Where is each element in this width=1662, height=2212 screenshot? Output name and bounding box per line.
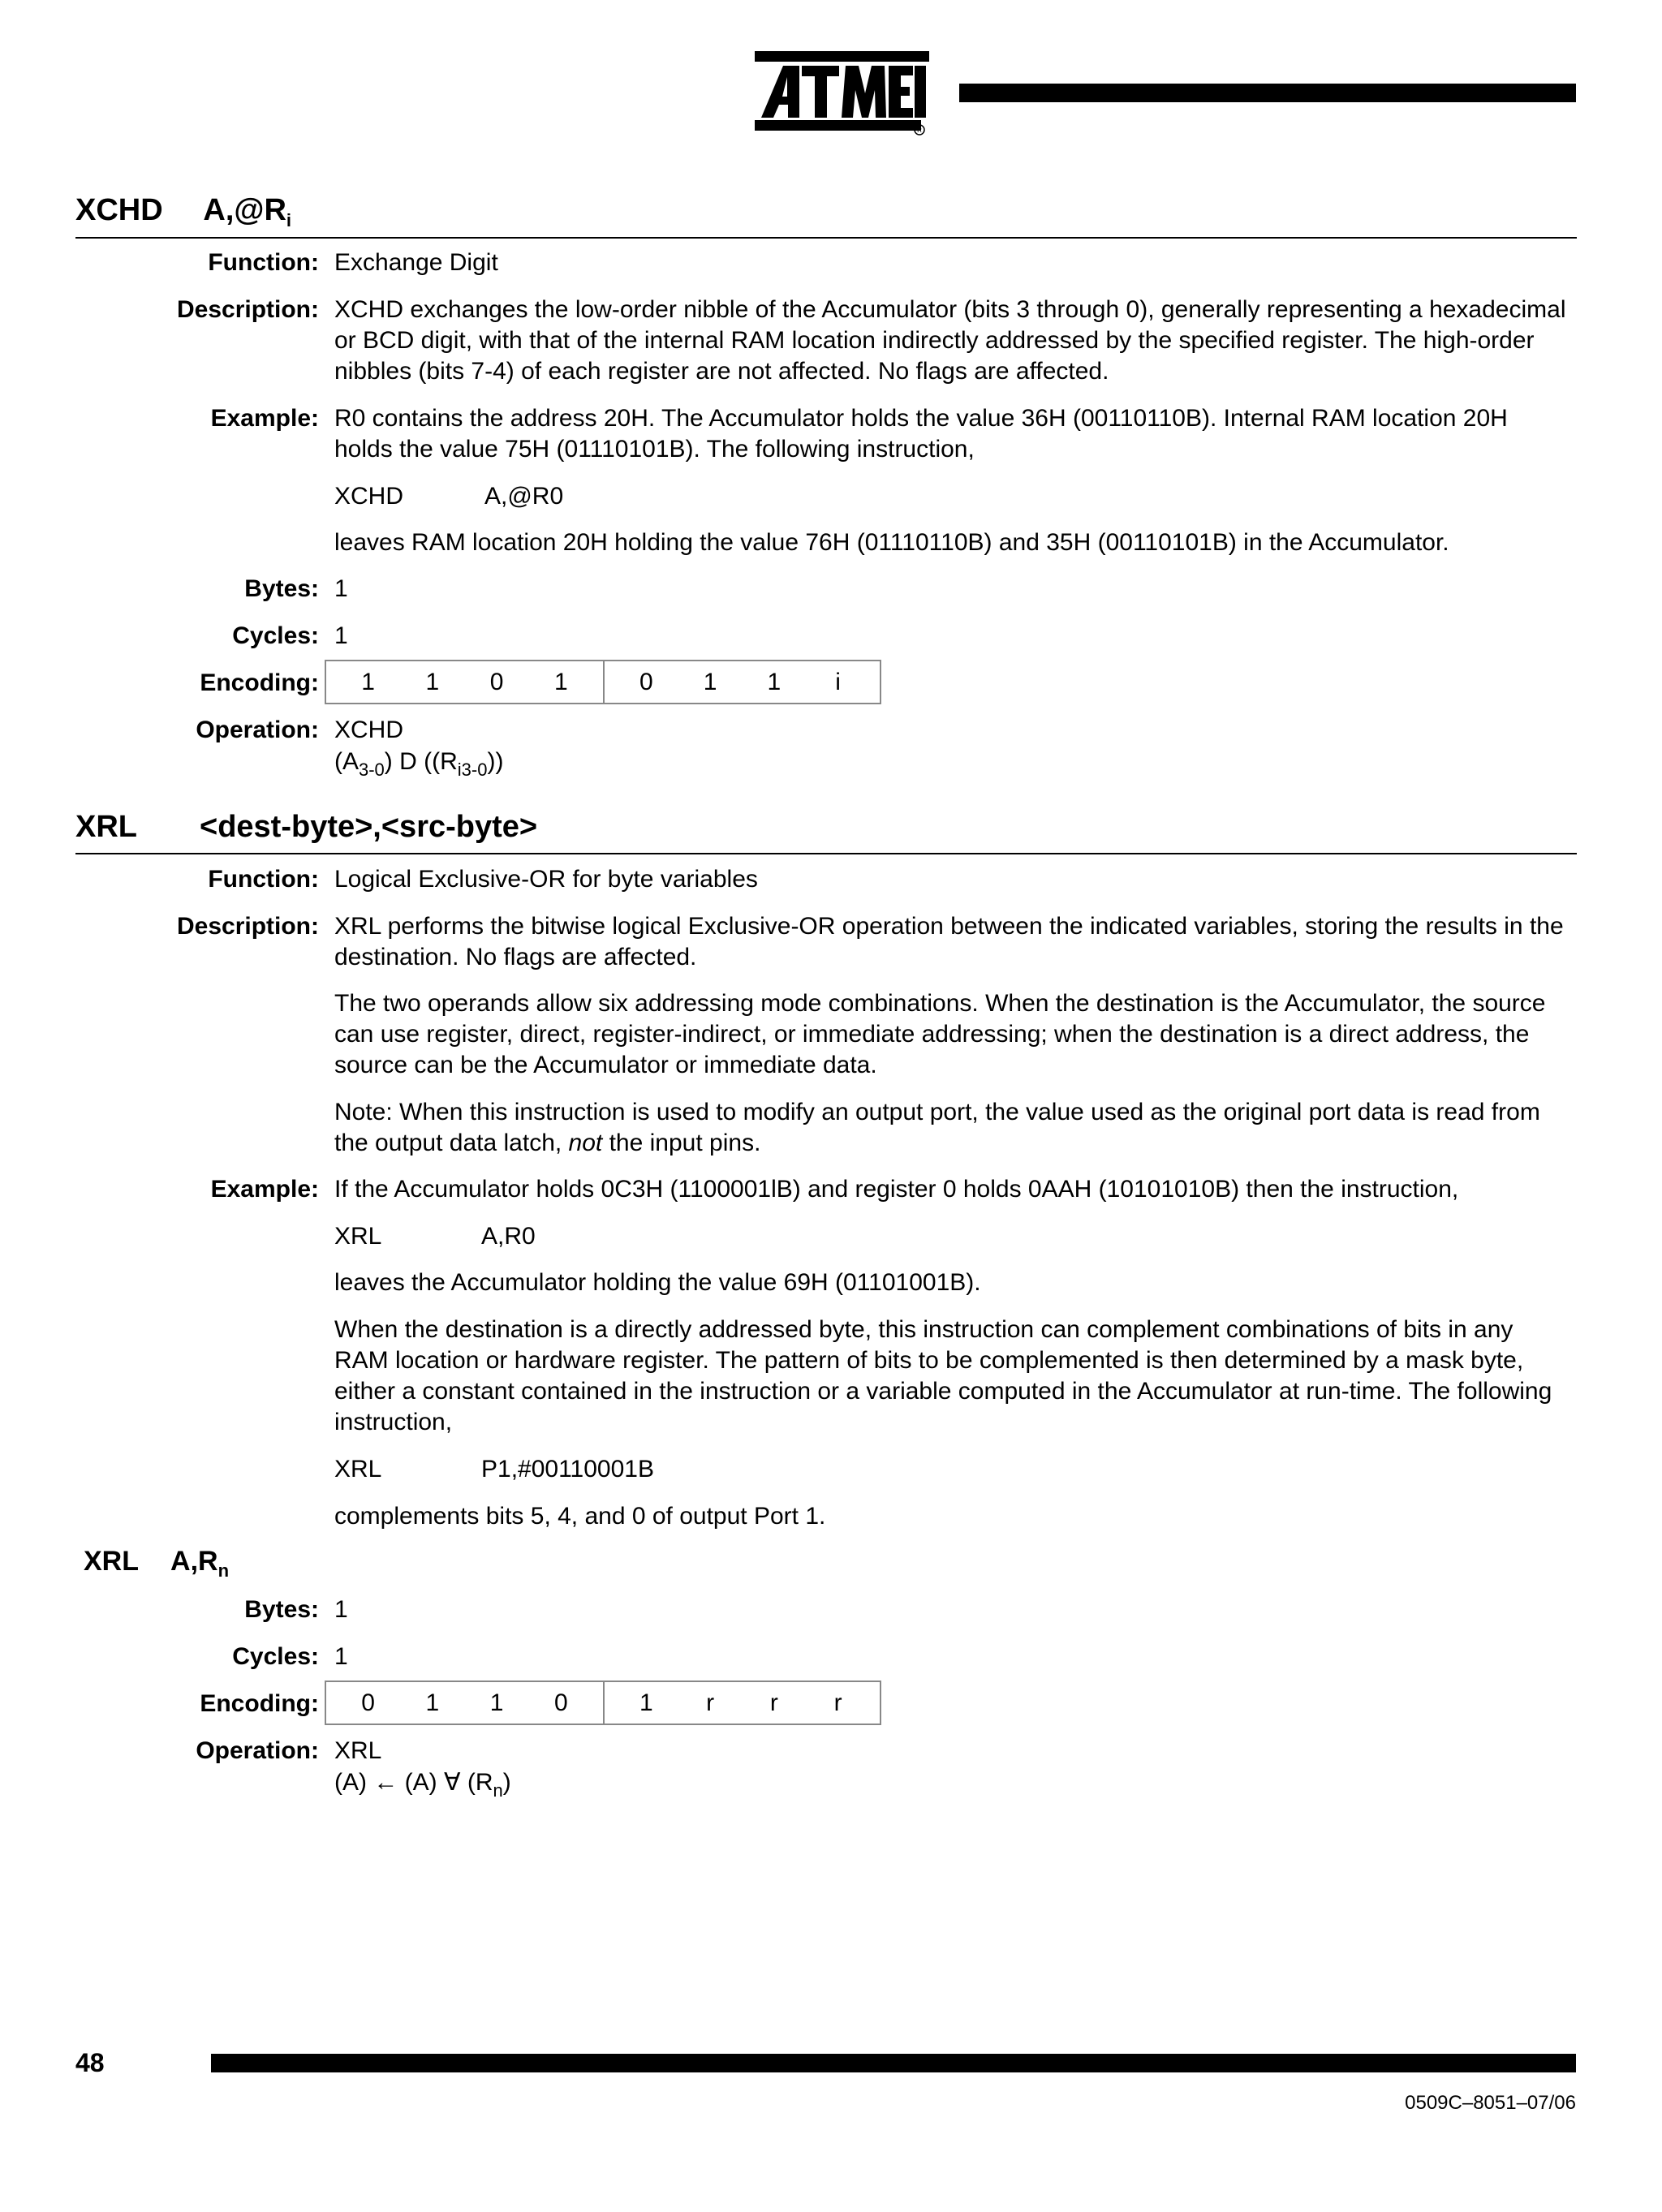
xchd-cycles-label: Cycles: — [232, 622, 319, 649]
document-id: 0509C–8051–07/06 — [1405, 2092, 1576, 2114]
op-part: (A) ← (A) ∀ (R — [334, 1769, 493, 1796]
encoding-bit: r — [706, 1689, 715, 1716]
encoding-low-nibble — [603, 1682, 880, 1724]
xrl-heading — [75, 809, 538, 845]
xrl-example-2: leaves the Accumulator holding the value 69H (01101001B). — [334, 1269, 981, 1296]
xchd-operands-sub: i — [286, 210, 292, 230]
xchd-heading — [75, 192, 291, 228]
xrl-description-label: Description: — [176, 913, 319, 940]
xrl-code1-args: A,R0 — [481, 1223, 536, 1250]
xchd-encoding-label: Encoding: — [200, 669, 319, 696]
encoding-bit: 1 — [554, 668, 568, 695]
xrl-rule — [75, 853, 1577, 854]
xrl-arn-heading — [84, 1543, 229, 1579]
xchd-operands: A,@R — [203, 193, 286, 227]
encoding-bit: 1 — [489, 1689, 504, 1716]
xrl-code2-args: P1,#00110001B — [481, 1456, 654, 1483]
xrl-example-label: Example: — [210, 1176, 319, 1203]
xrl-code1-op: XRL — [334, 1223, 382, 1250]
xchd-function-label: Function: — [208, 249, 319, 276]
xrl-arn-cycles: 1 — [334, 1643, 348, 1670]
xrl-example-3: When the destination is a directly addressed byte, this instruction can complement combinations of bits in any RAM location or hardware register. The pattern of bits to be complemented is then determined by a mask byte, either a constant contained in the instruction or a variable computed in the Accumulator at run-time. The following instruction, — [334, 1316, 1552, 1435]
xchd-bytes-label: Bytes: — [244, 575, 319, 602]
xchd-mnemonic: XCHD — [75, 193, 163, 227]
xrl-arn-bytes: 1 — [334, 1596, 348, 1623]
xchd-example-result: leaves RAM location 20H holding the value 76H (01110110B) and 35H (00110101B) in the Accumulator. — [334, 529, 1449, 556]
atmel-logo — [755, 51, 929, 136]
op-part: (A — [334, 748, 359, 775]
xrl-example-1: If the Accumulator holds 0C3H (1100001lB) and register 0 holds 0AAH (10101010B) then the instruction, — [334, 1176, 1459, 1203]
xrl-description-2: The two operands allow six addressing mode combinations. When the destination is the Accumulator, the source can use register, direct, register-indirect, or immediate addressing; when the destination is a direct address, the source can be the Accumulator or immediate data. — [334, 990, 1546, 1078]
xrl-note — [334, 1097, 1568, 1159]
xrl-function-label: Function: — [208, 866, 319, 893]
xchd-operation-name: XCHD — [334, 717, 404, 743]
op-part: )) — [487, 748, 504, 775]
encoding-bit: 0 — [361, 1689, 375, 1716]
encoding-bit: 0 — [489, 668, 504, 695]
encoding-bit: 1 — [703, 668, 717, 695]
xrl-code2-op: XRL — [334, 1456, 382, 1483]
op-sub: i3-0 — [457, 760, 488, 780]
xchd-bytes: 1 — [334, 575, 348, 602]
xchd-encoding-table — [325, 660, 881, 704]
op-sub: 3-0 — [359, 760, 385, 780]
encoding-high-nibble — [326, 661, 603, 703]
page-number: 48 — [75, 2048, 105, 2077]
encoding-high-nibble — [326, 1682, 603, 1724]
encoding-bit: 0 — [639, 668, 653, 695]
xrl-function: Logical Exclusive-OR for byte variables — [334, 866, 758, 893]
encoding-bit: i — [835, 668, 841, 695]
xrl-arn-operation-name: XRL — [334, 1737, 382, 1764]
note-text: the input pins. — [602, 1130, 761, 1156]
xchd-rule — [75, 237, 1577, 239]
xchd-example-label: Example: — [210, 405, 319, 432]
xrl-arn-cycles-label: Cycles: — [232, 1643, 319, 1670]
op-sub: n — [493, 1780, 503, 1801]
xrl-code-2 — [334, 1454, 1568, 1485]
xchd-operation-expr — [334, 747, 1568, 780]
xchd-function: Exchange Digit — [334, 249, 498, 276]
xrl-code-1 — [334, 1221, 1568, 1252]
xrl-arn-operation-label: Operation: — [196, 1737, 319, 1764]
xrl-mnemonic: XRL — [75, 810, 137, 844]
xrl-arn-encoding-label: Encoding: — [200, 1690, 319, 1717]
xrl-description-1: XRL performs the bitwise logical Exclusive-OR operation between the indicated variables, storing the results in the destination. No flags are affected. — [334, 913, 1564, 970]
op-part: ) — [502, 1769, 511, 1796]
xrl-arn-bytes-label: Bytes: — [244, 1596, 319, 1623]
xrl-arn-operation-expr — [334, 1767, 1568, 1801]
xchd-operation-label: Operation: — [196, 717, 319, 743]
svg-text:R: R — [917, 127, 922, 134]
xrl-operands: <dest-byte>,<src-byte> — [200, 810, 538, 844]
xchd-cycles: 1 — [334, 622, 348, 649]
note-text: Note: When this instruction is used to modify an output port, the value used as the original port data is read from the output data latch, — [334, 1099, 1540, 1156]
xrl-arn-mnemonic: XRL — [84, 1546, 139, 1577]
encoding-low-nibble — [603, 661, 880, 703]
xchd-example: R0 contains the address 20H. The Accumulator holds the value 36H (00110110B). Internal RAM location 20H holds the value 75H (01110101B). The following instruction, — [334, 405, 1508, 463]
encoding-bit: 1 — [361, 668, 375, 695]
encoding-bit: r — [833, 1689, 842, 1716]
encoding-bit: 1 — [425, 668, 440, 695]
xrl-arn-operands: A,R — [170, 1546, 218, 1577]
encoding-bit: 1 — [639, 1689, 653, 1716]
xchd-code-args: A,@R0 — [484, 483, 564, 510]
encoding-bit: r — [769, 1689, 778, 1716]
footer-bar — [211, 2054, 1576, 2072]
op-part: ) D ((R — [384, 748, 458, 775]
encoding-bit: 0 — [554, 1689, 568, 1716]
note-emphasis: not — [568, 1130, 603, 1156]
encoding-bit: 1 — [425, 1689, 440, 1716]
encoding-bit: 1 — [767, 668, 781, 695]
xrl-arn-encoding-table — [325, 1681, 881, 1725]
xrl-arn-operands-sub: n — [217, 1560, 230, 1581]
xchd-description-label: Description: — [176, 296, 319, 323]
header-bar — [959, 84, 1576, 102]
xchd-example-code — [334, 481, 1568, 512]
xrl-example-4: complements bits 5, 4, and 0 of output Port 1. — [334, 1503, 826, 1530]
xchd-code-op: XCHD — [334, 483, 404, 510]
xchd-description: XCHD exchanges the low-order nibble of the Accumulator (bits 3 through 0), generally representing a hexadecimal or BCD digit, with that of the internal RAM location indirectly addressed by the specified register. The high-order nibbles (bits 7-4) of each register are not affected. No flags are affected. — [334, 296, 1566, 385]
